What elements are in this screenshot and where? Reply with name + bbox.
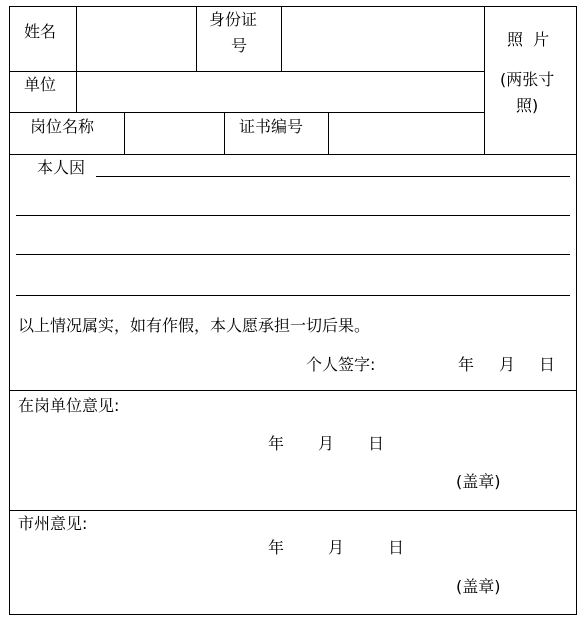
row-divider (9, 112, 485, 113)
city-opinion-month: 月 (328, 538, 345, 557)
declaration-text: 以上情况属实，如有作假，本人愿承担一切后果。 (18, 316, 371, 335)
section-divider (9, 510, 577, 511)
unit-opinion-field[interactable] (14, 420, 572, 506)
unit-opinion-day: 日 (368, 434, 385, 453)
unit-field[interactable] (78, 73, 483, 111)
certificate-field[interactable] (330, 114, 483, 154)
statement-line[interactable] (16, 295, 570, 296)
section-divider (9, 154, 577, 155)
photo-col-divider (484, 6, 485, 155)
city-opinion-field[interactable] (14, 536, 572, 610)
photo-note: (两张寸 (500, 70, 555, 89)
name-label: 姓名 (24, 22, 57, 41)
statement-line[interactable] (96, 176, 570, 177)
unit-opinion-seal: (盖章) (456, 472, 501, 491)
table-border-top (9, 6, 577, 7)
city-opinion-year: 年 (268, 538, 285, 557)
signature-day: 日 (539, 355, 556, 374)
id-number-field[interactable] (283, 8, 483, 70)
unit-opinion-label: 在岗单位意见: (18, 396, 120, 415)
section-divider (9, 390, 577, 391)
statement-line[interactable] (16, 254, 570, 255)
row-divider (9, 71, 485, 72)
col-divider (76, 6, 77, 113)
position-label: 岗位名称 (30, 117, 95, 136)
table-border-bottom (9, 614, 577, 615)
city-opinion-day: 日 (388, 538, 405, 557)
name-field[interactable] (78, 8, 195, 70)
photo-label: 照 片 (507, 30, 550, 49)
col-divider (224, 112, 225, 155)
city-opinion-seal: (盖章) (456, 577, 501, 596)
statement-lead: 本人因 (37, 158, 86, 177)
col-divider (124, 112, 125, 155)
signature-label: 个人签字: (306, 355, 376, 374)
id-number-label-cont: 号 (231, 36, 248, 55)
unit-opinion-month: 月 (318, 434, 335, 453)
table-border-right (576, 6, 577, 615)
signature-year: 年 (458, 355, 475, 374)
col-divider (281, 6, 282, 72)
signature-month: 月 (499, 355, 516, 374)
city-opinion-label: 市州意见: (18, 514, 88, 533)
col-divider (328, 112, 329, 155)
position-field[interactable] (126, 114, 223, 154)
unit-opinion-year: 年 (268, 434, 285, 453)
certificate-label: 证书编号 (239, 117, 304, 136)
table-border-left (9, 6, 10, 615)
unit-label: 单位 (24, 75, 57, 94)
signature-field[interactable] (396, 352, 452, 378)
photo-note-cont: 照) (516, 96, 539, 115)
id-number-label: 身份证 (209, 10, 258, 29)
statement-line[interactable] (16, 215, 570, 216)
col-divider (196, 6, 197, 72)
